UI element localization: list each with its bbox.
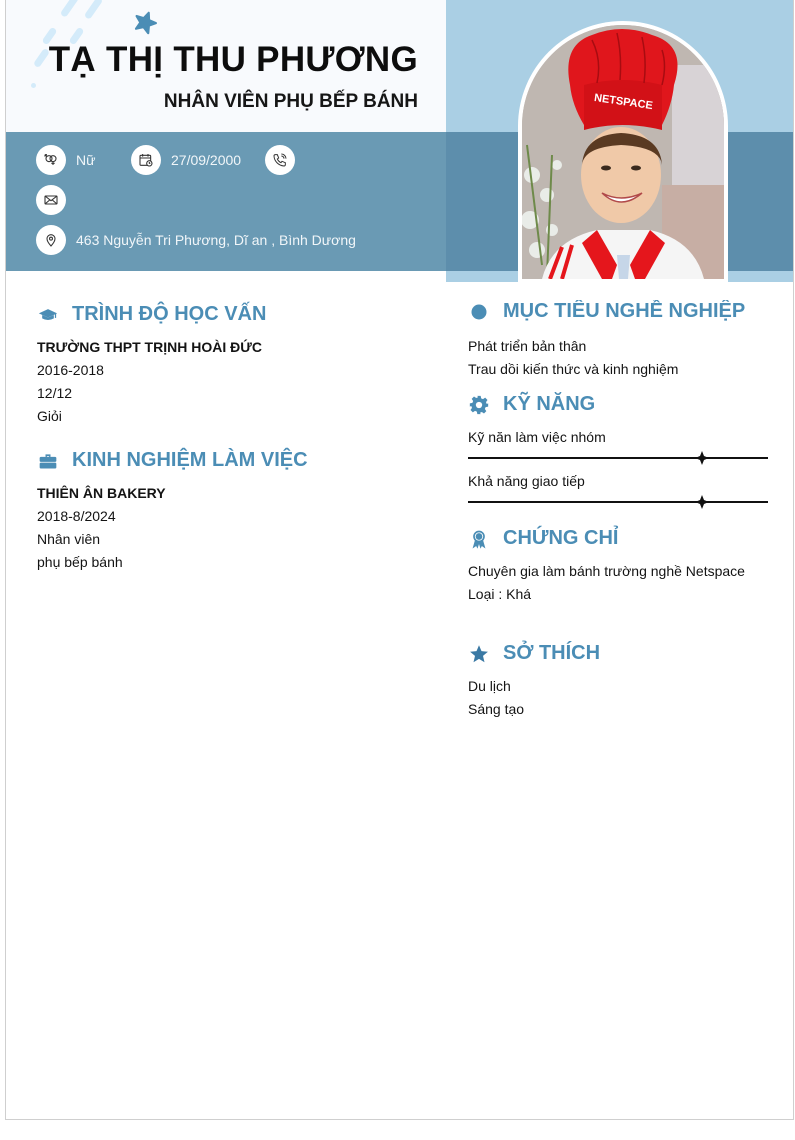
graduation-cap-icon [37, 304, 59, 326]
contact-info-band [6, 132, 446, 271]
briefcase-icon [37, 450, 59, 472]
education-grade: 12/12 [37, 385, 73, 401]
decorative-dot [31, 83, 36, 88]
skills-heading [468, 393, 595, 416]
hobbies-heading [468, 642, 600, 665]
certificates-heading-text: CHỨNG CHỈ [503, 527, 619, 549]
experience-company: THIÊN ÂN BAKERY [37, 485, 166, 501]
experience-detail: phụ bếp bánh [37, 554, 123, 570]
skill-label: Khả năng giao tiếp [468, 473, 585, 489]
objective-item: Trau dồi kiến thức và kinh nghiệm [468, 361, 679, 377]
decorative-stripe [84, 0, 103, 20]
education-rank: Giỏi [37, 408, 62, 424]
job-title: NHÂN VIÊN PHỤ BẾP BÁNH [163, 91, 418, 112]
decorative-stripe [60, 0, 79, 18]
address-value: 463 Nguyễn Tri Phương, Dĩ an , Bình Dương [76, 232, 356, 248]
gender-value: Nữ [76, 152, 96, 168]
hobby-item: Sáng tạo [468, 701, 525, 717]
certificates-heading [468, 527, 618, 550]
svg-text:NETSPACE: NETSPACE [593, 91, 654, 113]
skill-level-bar [468, 457, 768, 459]
skill-level-marker-icon [695, 451, 709, 465]
photo-overlap-cover [446, 282, 794, 300]
hobby-item: Du lịch [468, 678, 511, 694]
decorative-stripe [33, 48, 50, 68]
contact-email[interactable] [36, 185, 76, 215]
header-name-area [6, 0, 446, 132]
skills-heading-text: KỸ NĂNG [503, 393, 596, 415]
email-icon [36, 185, 66, 215]
profile-photo-frame [518, 21, 728, 283]
skill-label: Kỹ năn làm việc nhóm [468, 429, 606, 445]
experience-heading-text: KINH NGHIỆM LÀM VIỆC [72, 449, 308, 471]
hobbies-heading-text: SỞ THÍCH [503, 642, 601, 664]
profile-photo [522, 25, 724, 279]
education-school: TRƯỜNG THPT TRỊNH HOÀI ĐỨC [37, 339, 262, 355]
objective-item: Phát triển bản thân [468, 338, 587, 354]
skill-level-marker-icon [695, 495, 709, 509]
contact-phone[interactable] [265, 145, 305, 175]
contact-address [36, 225, 356, 255]
experience-role: Nhân viên [37, 531, 101, 547]
phone-icon [265, 145, 295, 175]
experience-heading [37, 449, 308, 472]
resume-page [5, 0, 794, 1120]
gender-icon [36, 145, 66, 175]
calendar-icon [131, 145, 161, 175]
candidate-name: TẠ THỊ THU PHƯƠNG [48, 40, 418, 79]
contact-birthday [131, 145, 241, 175]
decorative-star-icon [132, 10, 158, 36]
education-heading-text: TRÌNH ĐỘ HỌC VẤN [72, 303, 267, 325]
award-ribbon-icon [468, 528, 490, 550]
objective-heading [468, 300, 745, 323]
education-period: 2016-2018 [37, 362, 104, 378]
certificate-item: Chuyên gia làm bánh trường nghề Netspace [468, 563, 745, 579]
gear-icon [468, 394, 490, 416]
experience-period: 2018-8/2024 [37, 508, 116, 524]
chef-portrait-illustration [522, 25, 724, 279]
education-heading [37, 303, 266, 326]
star-icon [468, 643, 490, 665]
target-icon [468, 301, 490, 323]
birthday-value: 27/09/2000 [171, 152, 242, 168]
location-pin-icon [36, 225, 66, 255]
contact-gender [36, 145, 95, 175]
objective-heading-text: MỤC TIÊU NGHỀ NGHIỆP [503, 300, 746, 322]
certificate-item: Loại : Khá [468, 586, 532, 602]
skill-level-bar [468, 501, 768, 503]
